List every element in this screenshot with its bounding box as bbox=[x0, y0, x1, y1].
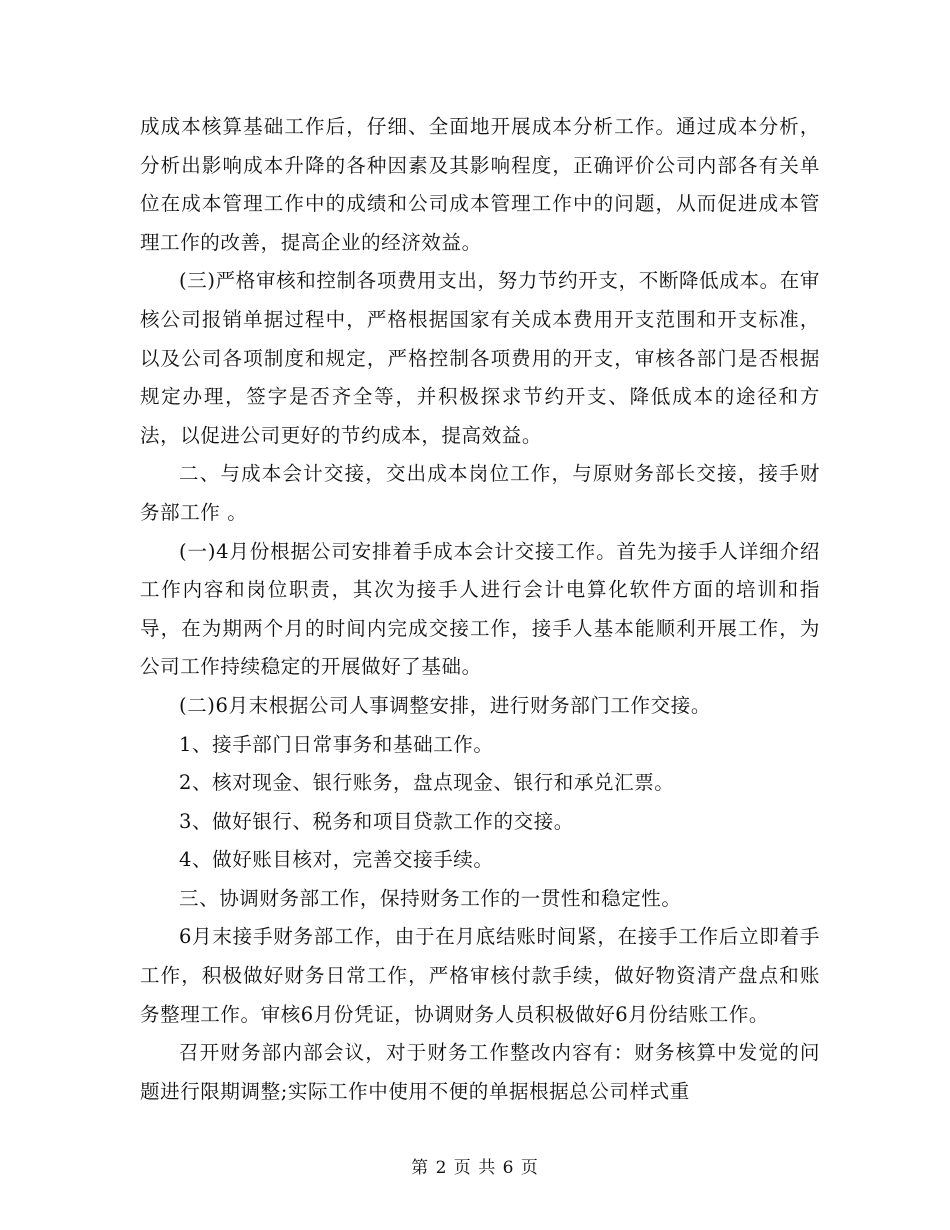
page-number-footer: 第 2 页 共 6 页 bbox=[411, 1158, 539, 1178]
list-item-account-check: 4、做好账目核对，完善交接手续。 bbox=[179, 848, 494, 872]
paragraph-section-three-heading: 三、协调财务部工作，保持财务工作的一贯性和稳定性。 bbox=[179, 886, 682, 910]
list-item-cash-reconciliation: 2、核对现金、银行账务，盘点现金、银行和承兑汇票。 bbox=[179, 771, 675, 795]
paragraph-cost-accountant-handover: (一)4月份根据公司安排着手成本会计交接工作。首先为接手人详细介绍工作内容和岗位职责，其次为接手人进行会计电算化软件方面的培训和指导，在为期两个月的时间内完成交接工作，接手人基本能顺利开展工作，为公司工作持续稳定的开展做好了基础。 bbox=[140, 539, 820, 679]
list-item-daily-affairs: 1、接手部门日常事务和基础工作。 bbox=[179, 732, 494, 756]
paragraph-cost-analysis: 成成本核算基础工作后，仔细、全面地开展成本分析工作。通过成本分析，分析出影响成本升降的各种因素及其影响程度，正确评价公司内部各有关单位在成本管理工作中的成绩和公司成本管理工作中的问题，从而促进成本管理工作的改善，提高企业的经济效益。 bbox=[140, 115, 820, 254]
paragraph-june-takeover: 6月末接手财务部工作，由于在月底结账时间紧，在接手工作后立即着手工作，积极做好财务日常工作，严格审核付款手续，做好物资清产盘点和账务整理工作。审核6月份凭证，协调财务人员积极做好6月份结账工作。 bbox=[140, 925, 820, 1026]
list-item-bank-tax-handover: 3、做好银行、税务和项目贷款工作的交接。 bbox=[179, 809, 574, 833]
paragraph-internal-meeting: 召开财务部内部会议，对于财务工作整改内容有：财务核算中发觉的问题进行限期调整;实际工作中使用不便的单据根据总公司样式重 bbox=[140, 1041, 820, 1103]
paragraph-finance-dept-handover: (二)6月末根据公司人事调整安排，进行财务部门工作交接。 bbox=[179, 693, 711, 717]
paragraph-section-two-heading: 二、与成本会计交接，交出成本岗位工作，与原财务部长交接，接手财务部工作 。 bbox=[140, 462, 820, 524]
document-body bbox=[140, 108, 820, 1111]
paragraph-expense-control: (三)严格审核和控制各项费用支出，努力节约开支，不断降低成本。在审核公司报销单据过程中，严格根据国家有关成本费用开支范围和开支标准，以及公司各项制度和规定，严格控制各项费用的开支，审核各部门是否根据规定办理，签字是否齐全等，并积极探求节约开支、降低成本的途径和方法，以促进公司更好的节约成本，提高效益。 bbox=[140, 269, 820, 447]
